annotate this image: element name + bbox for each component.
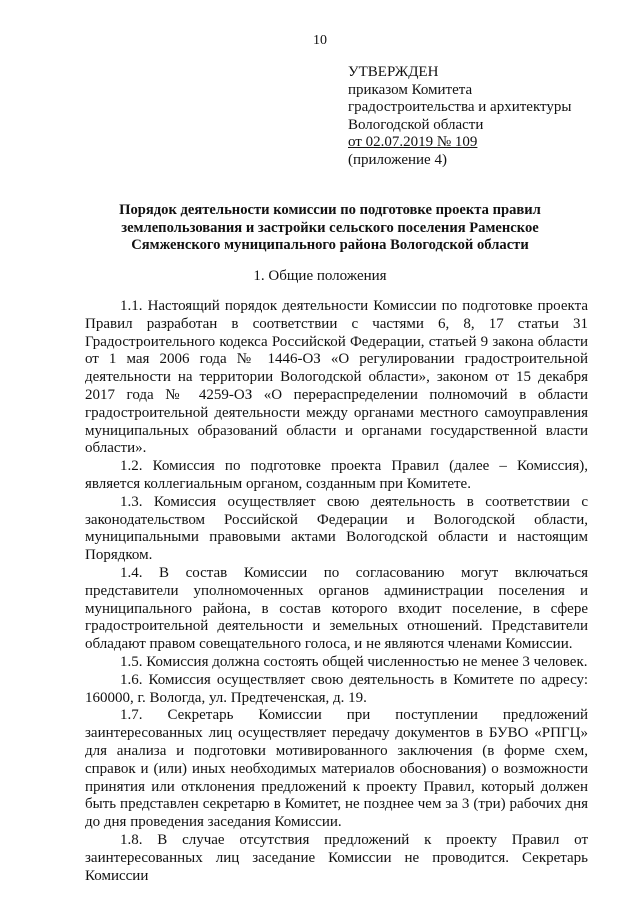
paragraph-1-6: 1.6. Комиссия осуществляет свою деятельность в Комитете по адресу: 160000, г. Вологда, ул. Предтеченская, д. 19. xyxy=(85,671,588,706)
approval-date-number: от 02.07.2019 № 109 xyxy=(348,134,478,151)
page-number: 10 xyxy=(313,33,327,48)
approval-block xyxy=(348,64,618,170)
paragraph-1-7: 1.7. Секретарь Комиссии при поступлении предложений заинтересованных лиц осуществляет передачу документов в БУВО «РПГЦ» для анализа и подготовки мотивированного заключения (в форме схем, справок и (или) иных необходимых материалов обоснования) о возможности принятия или отклонения предложений к проекту Правил, который должен быть представлен секретарю в Комитет, не позднее чем за 3 (три) рабочих дня до дня проведения заседания Комиссии. xyxy=(85,707,588,831)
paragraph-1-4: 1.4. В состав Комиссии по согласованию могут включаться представители уполномоченных органов администрации поселения и муниципального района, в состав которого входит поселение, в сфере градостроительной деятельности и земельных отношений. Представители обладают правом совещательного голоса, и не являются членами Комиссии. xyxy=(85,564,588,653)
paragraph-1-3: 1.3. Комиссия осуществляет свою деятельность в соответствии с законодательством Российской Федерации и Вологодской области, муниципальными правовыми актами Вологодской области и настоящим Порядком. xyxy=(85,493,588,564)
document-title-line-3: Сямженского муниципального района Вологодской области xyxy=(131,237,529,254)
paragraph-1-5: 1.5. Комиссия должна состоять общей численностью не менее 3 человек. xyxy=(120,653,588,670)
paragraph-1-2: 1.2. Комиссия по подготовке проекта Правил (далее – Комиссия), является коллегиальным органом, созданным при Комитете. xyxy=(85,458,588,492)
approval-order-line: приказом Комитета xyxy=(348,81,473,98)
paragraph-1-8: 1.8. В случае отсутствия предложений к проекту Правил от заинтересованных лиц заседание Комиссии не проводится. Секретарь Комиссии xyxy=(85,831,588,884)
approval-stamp-title: УТВЕРЖДЕН xyxy=(348,64,439,80)
approval-region-line: Вологодской области xyxy=(348,116,484,133)
approval-committee-line: градостроительства и архитектуры xyxy=(348,99,572,116)
document-body xyxy=(85,298,588,885)
document-title-line-1: Порядок деятельности комиссии по подготовке проекта правил xyxy=(119,202,541,218)
approval-appendix: (приложение 4) xyxy=(348,151,447,168)
paragraph-1-1: 1.1. Настоящий порядок деятельности Комиссии по подготовке проекта Правил разработан в соответствии с частями 6, 8, 17 статьи 31 Градостроительного кодекса Российской Федерации, статьей 9 закона области от 1 мая 2006 года № 1446-ОЗ «О регулировании градостроительной деятельности на территории Вологодской области», законом от 15 декабря 2017 года № 4259-ОЗ «О перераспределении полномочий в области градостроительной деятельности между органами местного самоуправления муниципальных образований области и органами государственной власти области». xyxy=(85,298,588,457)
document-title xyxy=(90,202,570,255)
document-title-line-2: землепользования и застройки сельского поселения Раменское xyxy=(121,219,539,236)
section-heading: 1. Общие положения xyxy=(253,268,387,284)
